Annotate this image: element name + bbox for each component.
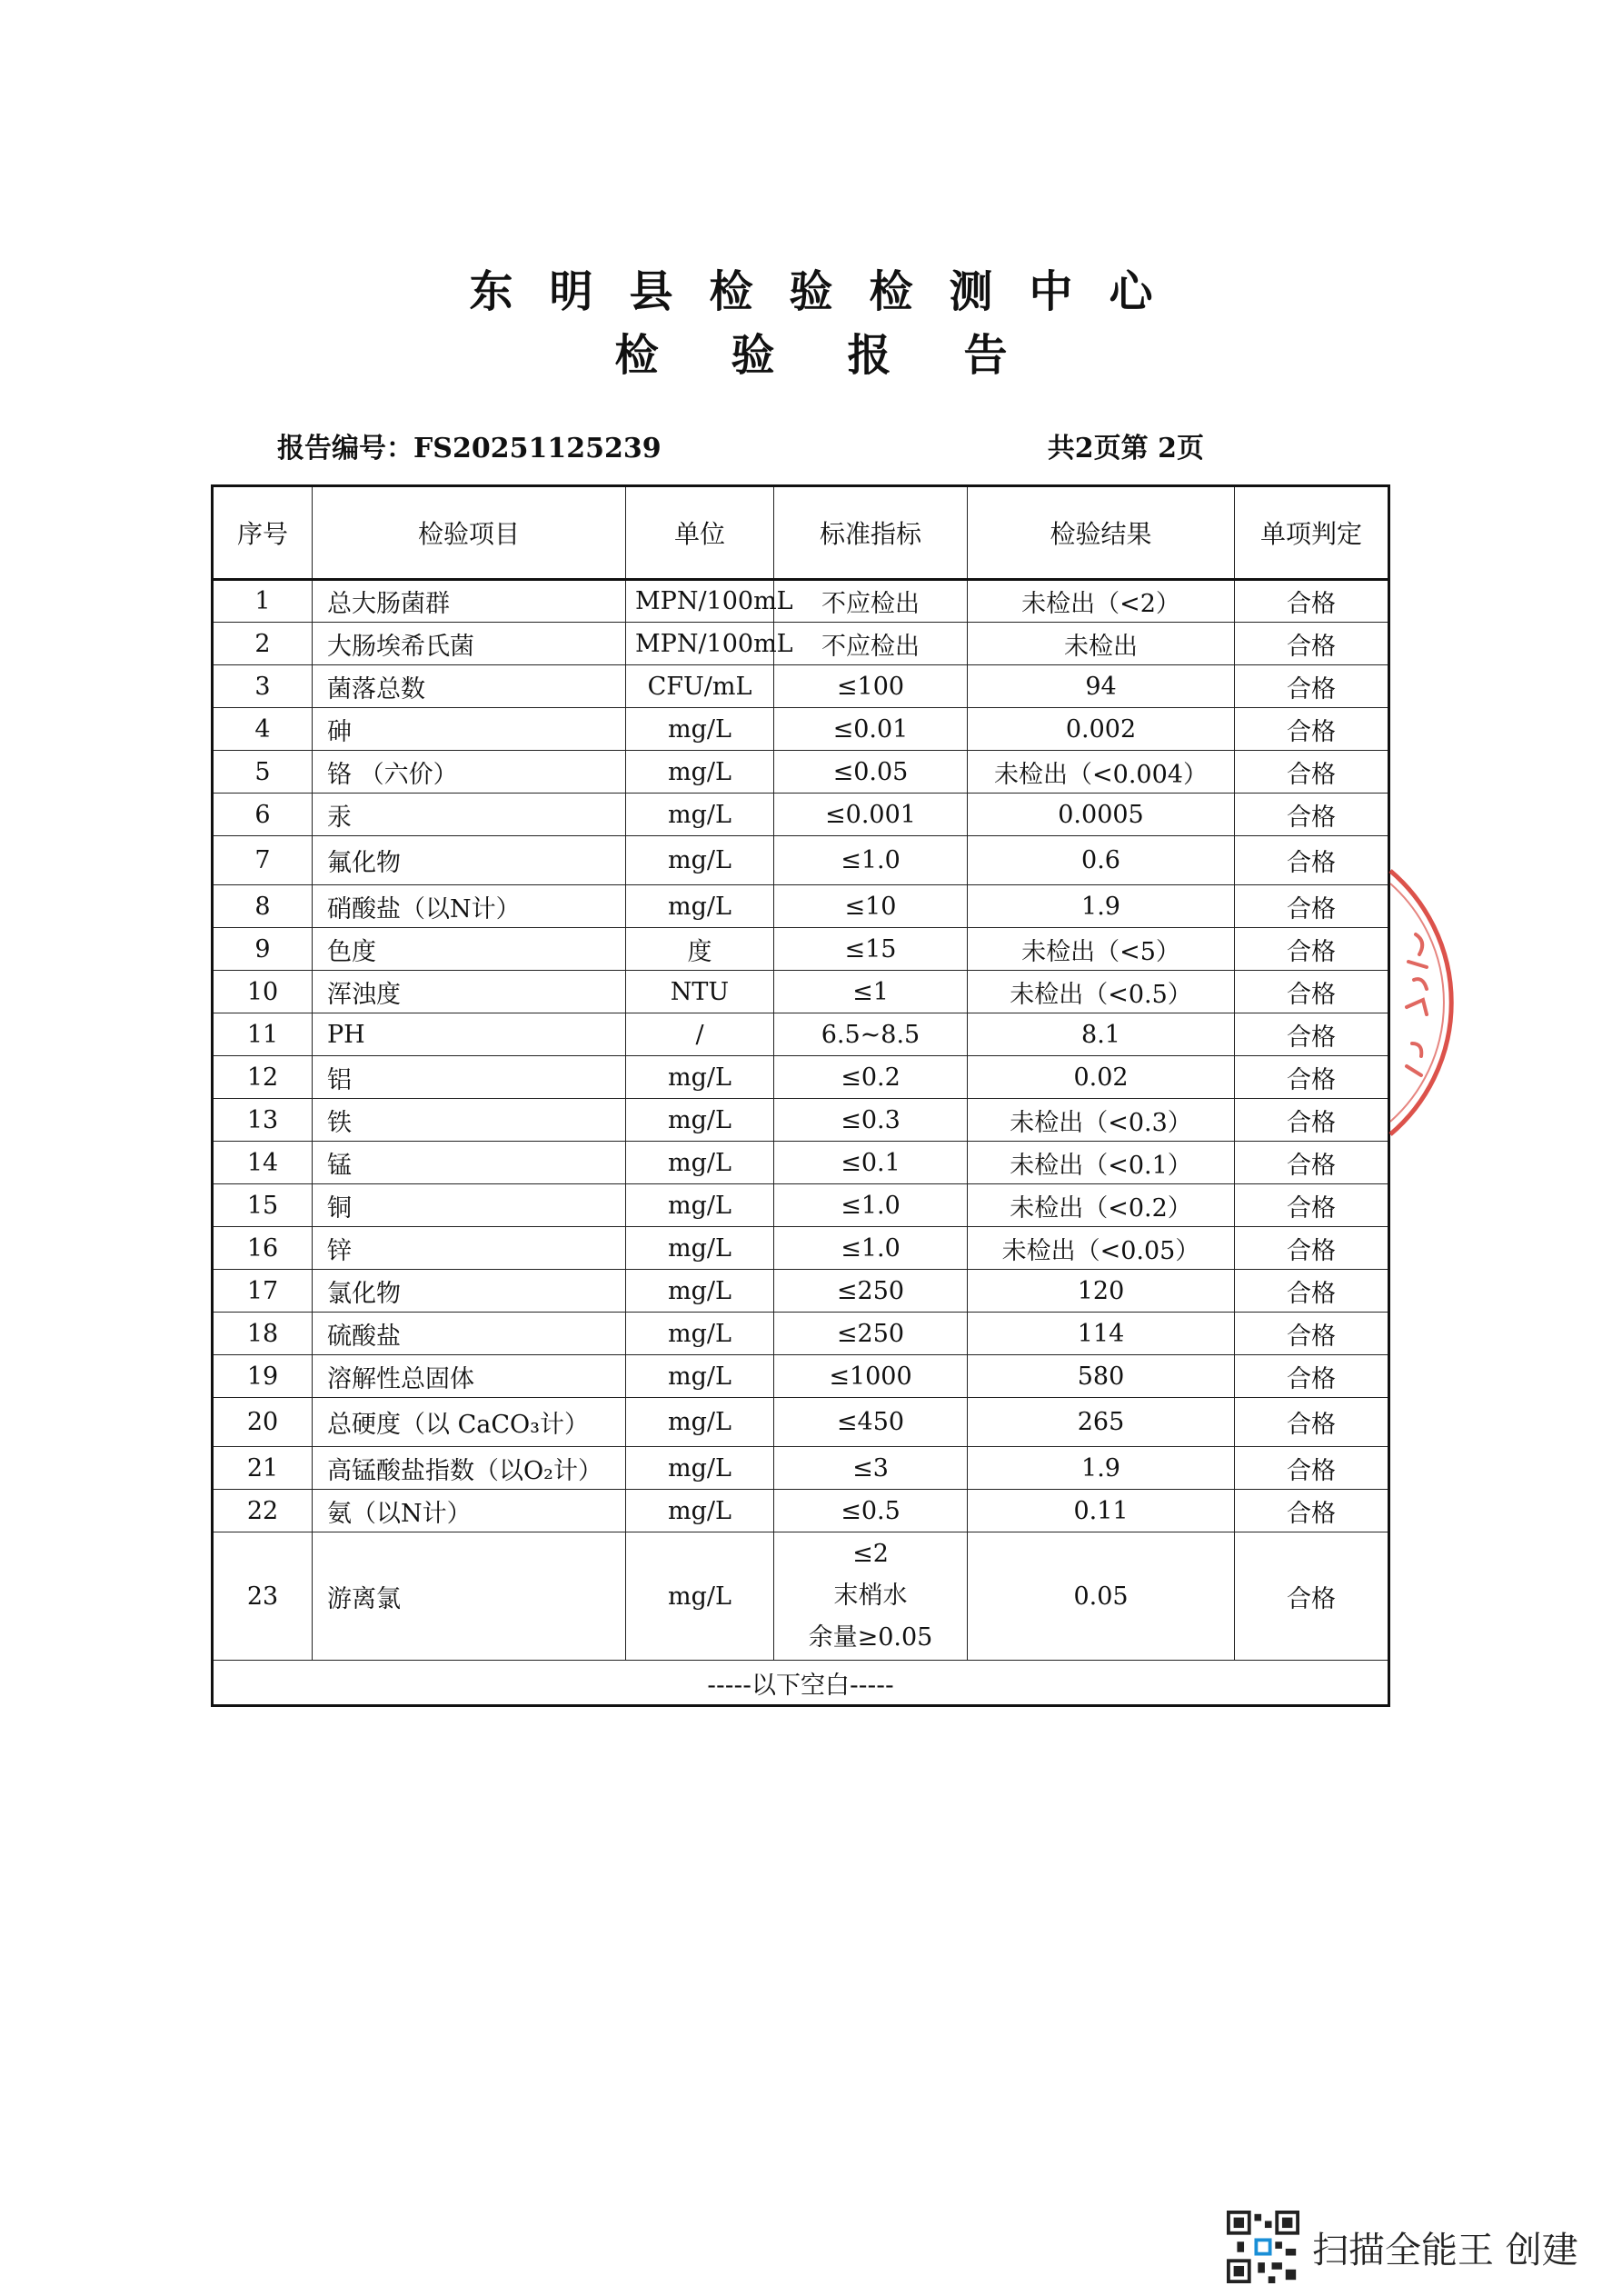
cell-item: 砷 xyxy=(313,708,626,751)
cell-result: 1.9 xyxy=(968,1447,1235,1490)
cell-result: 580 xyxy=(968,1355,1235,1398)
cell-standard: ≤0.1 xyxy=(774,1142,968,1184)
table-row xyxy=(213,971,1389,1013)
table-row xyxy=(213,1398,1389,1447)
cell-unit: mg/L xyxy=(626,708,774,751)
cell-result: 未检出（<5） xyxy=(968,928,1235,971)
cell-no: 5 xyxy=(213,751,313,794)
cell-judgement: 合格 xyxy=(1235,928,1389,971)
document-title: 检验报告 xyxy=(614,330,1080,381)
cell-item: 色度 xyxy=(313,928,626,971)
cell-no: 19 xyxy=(213,1355,313,1398)
table-row xyxy=(213,1056,1389,1099)
cell-unit: mg/L xyxy=(626,1313,774,1355)
cell-item: 高锰酸盐指数（以O₂计） xyxy=(313,1447,626,1490)
cell-unit: / xyxy=(626,1013,774,1056)
column-header-no: 序号 xyxy=(213,486,313,580)
cell-item: 硫酸盐 xyxy=(313,1313,626,1355)
cell-no: 10 xyxy=(213,971,313,1013)
cell-item: PH xyxy=(313,1013,626,1056)
cell-result: 8.1 xyxy=(968,1013,1235,1056)
table-row xyxy=(213,1355,1389,1398)
cell-judgement: 合格 xyxy=(1235,1313,1389,1355)
table-row xyxy=(213,1532,1389,1661)
table-row xyxy=(213,794,1389,836)
report-number xyxy=(277,425,662,465)
cell-result: 0.02 xyxy=(968,1056,1235,1099)
cell-judgement: 合格 xyxy=(1235,1398,1389,1447)
table-row xyxy=(213,751,1389,794)
cell-unit: mg/L xyxy=(626,751,774,794)
cell-no: 6 xyxy=(213,794,313,836)
cell-item: 溶解性总固体 xyxy=(313,1355,626,1398)
table-row xyxy=(213,836,1389,885)
cell-judgement: 合格 xyxy=(1235,1532,1389,1661)
cell-unit: mg/L xyxy=(626,1490,774,1532)
cell-standard: 不应检出 xyxy=(774,580,968,623)
blank-below-note: -----以下空白----- xyxy=(213,1661,1389,1706)
table-row xyxy=(213,928,1389,971)
cell-result: 未检出（<2） xyxy=(968,580,1235,623)
qr-code-icon xyxy=(1227,2211,1299,2283)
cell-standard: ≤1.0 xyxy=(774,836,968,885)
cell-item: 氨（以N计） xyxy=(313,1490,626,1532)
cell-no: 4 xyxy=(213,708,313,751)
cell-unit: mg/L xyxy=(626,794,774,836)
cell-unit: mg/L xyxy=(626,1099,774,1142)
column-header-unit: 单位 xyxy=(626,486,774,580)
cell-standard: ≤15 xyxy=(774,928,968,971)
cell-unit: mg/L xyxy=(626,836,774,885)
cell-no: 7 xyxy=(213,836,313,885)
cell-judgement: 合格 xyxy=(1235,1142,1389,1184)
cell-no: 18 xyxy=(213,1313,313,1355)
cell-standard: 不应检出 xyxy=(774,623,968,665)
cell-judgement: 合格 xyxy=(1235,1013,1389,1056)
cell-no: 17 xyxy=(213,1270,313,1313)
cell-item: 铝 xyxy=(313,1056,626,1099)
cell-result: 1.9 xyxy=(968,885,1235,928)
table-row xyxy=(213,623,1389,665)
cell-judgement: 合格 xyxy=(1235,665,1389,708)
cell-item: 总大肠菌群 xyxy=(313,580,626,623)
standard-line: ≤2 xyxy=(852,1540,889,1568)
cell-item: 游离氯 xyxy=(313,1532,626,1661)
cell-item: 铬 （六价） xyxy=(313,751,626,794)
cell-standard: ≤0.2 xyxy=(774,1056,968,1099)
cell-standard: ≤1.0 xyxy=(774,1227,968,1270)
cell-item: 锌 xyxy=(313,1227,626,1270)
cell-result: 未检出（<0.2） xyxy=(968,1184,1235,1227)
cell-no: 14 xyxy=(213,1142,313,1184)
cell-judgement: 合格 xyxy=(1235,836,1389,885)
cell-unit: mg/L xyxy=(626,1270,774,1313)
table-body xyxy=(213,580,1389,1706)
cell-unit: mg/L xyxy=(626,1227,774,1270)
cell-result: 94 xyxy=(968,665,1235,708)
cell-item: 浑浊度 xyxy=(313,971,626,1013)
cell-standard: ≤0.01 xyxy=(774,708,968,751)
cell-no: 23 xyxy=(213,1532,313,1661)
cell-result: 未检出（<0.05） xyxy=(968,1227,1235,1270)
table-row xyxy=(213,665,1389,708)
cell-result: 未检出 xyxy=(968,623,1235,665)
cell-item: 氯化物 xyxy=(313,1270,626,1313)
cell-item: 氟化物 xyxy=(313,836,626,885)
cell-judgement: 合格 xyxy=(1235,1490,1389,1532)
cell-unit: mg/L xyxy=(626,1355,774,1398)
cell-judgement: 合格 xyxy=(1235,708,1389,751)
cell-item: 汞 xyxy=(313,794,626,836)
cell-no: 15 xyxy=(213,1184,313,1227)
cell-standard: ≤450 xyxy=(774,1398,968,1447)
standard-line: 末梢水 xyxy=(833,1582,908,1610)
results-table xyxy=(211,484,1390,1707)
cell-unit: mg/L xyxy=(626,885,774,928)
cell-item: 铜 xyxy=(313,1184,626,1227)
table-row xyxy=(213,1184,1389,1227)
cell-standard: ≤250 xyxy=(774,1313,968,1355)
cell-no: 21 xyxy=(213,1447,313,1490)
cell-standard: ≤0.5 xyxy=(774,1490,968,1532)
column-header-judgement: 单项判定 xyxy=(1235,486,1389,580)
watermark-text: 扫描全能王 创建 xyxy=(1312,2229,1578,2271)
cell-unit: mg/L xyxy=(626,1184,774,1227)
cell-result: 未检出（<0.3） xyxy=(968,1099,1235,1142)
cell-item: 菌落总数 xyxy=(313,665,626,708)
cell-unit: CFU/mL xyxy=(626,665,774,708)
cell-judgement: 合格 xyxy=(1235,1099,1389,1142)
organization-title: 东明县检验检测中心 xyxy=(469,266,1189,317)
standard-line: 余量≥0.05 xyxy=(808,1623,933,1652)
cell-judgement: 合格 xyxy=(1235,1355,1389,1398)
cell-unit: mg/L xyxy=(626,1398,774,1447)
cell-unit: NTU xyxy=(626,971,774,1013)
column-header-standard: 标准指标 xyxy=(774,486,968,580)
cell-item: 锰 xyxy=(313,1142,626,1184)
cell-no: 22 xyxy=(213,1490,313,1532)
cell-standard: ≤0.3 xyxy=(774,1099,968,1142)
cell-no: 13 xyxy=(213,1099,313,1142)
cell-no: 20 xyxy=(213,1398,313,1447)
cell-item: 大肠埃希氏菌 xyxy=(313,623,626,665)
table-row xyxy=(213,1270,1389,1313)
cell-no: 12 xyxy=(213,1056,313,1099)
cell-no: 2 xyxy=(213,623,313,665)
cell-judgement: 合格 xyxy=(1235,971,1389,1013)
cell-item: 总硬度（以 CaCO₃计） xyxy=(313,1398,626,1447)
table-row xyxy=(213,708,1389,751)
cell-result: 114 xyxy=(968,1313,1235,1355)
cell-result: 120 xyxy=(968,1270,1235,1313)
cell-unit: 度 xyxy=(626,928,774,971)
table-header-row xyxy=(213,486,1389,580)
cell-result: 0.0005 xyxy=(968,794,1235,836)
cell-result: 0.11 xyxy=(968,1490,1235,1532)
cell-judgement: 合格 xyxy=(1235,1056,1389,1099)
cell-judgement: 合格 xyxy=(1235,794,1389,836)
cell-standard: ≤0.05 xyxy=(774,751,968,794)
cell-no: 11 xyxy=(213,1013,313,1056)
column-header-item: 检验项目 xyxy=(313,486,626,580)
cell-judgement: 合格 xyxy=(1235,1270,1389,1313)
table-row xyxy=(213,1099,1389,1142)
table-row xyxy=(213,1227,1389,1270)
page-info: 共2页第 2页 xyxy=(1047,433,1204,464)
cell-result: 265 xyxy=(968,1398,1235,1447)
cell-standard: ≤3 xyxy=(774,1447,968,1490)
table-row xyxy=(213,1142,1389,1184)
cell-judgement: 合格 xyxy=(1235,623,1389,665)
table-row xyxy=(213,1313,1389,1355)
cell-item: 铁 xyxy=(313,1099,626,1142)
cell-standard: ≤100 xyxy=(774,665,968,708)
cell-no: 16 xyxy=(213,1227,313,1270)
seal-icon xyxy=(1388,871,1479,1134)
table-row xyxy=(213,885,1389,928)
cell-standard: ≤1 xyxy=(774,971,968,1013)
cell-result: 0.05 xyxy=(968,1532,1235,1661)
cell-standard: ≤1.0 xyxy=(774,1184,968,1227)
table-row xyxy=(213,1490,1389,1532)
cell-item: 硝酸盐（以N计） xyxy=(313,885,626,928)
cell-unit: MPN/100mL xyxy=(626,623,774,665)
cell-standard: ≤1000 xyxy=(774,1355,968,1398)
cell-judgement: 合格 xyxy=(1235,1184,1389,1227)
cell-no: 9 xyxy=(213,928,313,971)
cell-unit: mg/L xyxy=(626,1142,774,1184)
cell-unit: MPN/100mL xyxy=(626,580,774,623)
cell-no: 8 xyxy=(213,885,313,928)
cell-result: 0.002 xyxy=(968,708,1235,751)
cell-judgement: 合格 xyxy=(1235,751,1389,794)
table-row xyxy=(213,1447,1389,1490)
scanner-watermark xyxy=(1227,2211,1578,2283)
table-footer-row xyxy=(213,1661,1389,1706)
cell-judgement: 合格 xyxy=(1235,1227,1389,1270)
column-header-result: 检验结果 xyxy=(968,486,1235,580)
cell-unit: mg/L xyxy=(626,1447,774,1490)
cell-standard: ≤0.001 xyxy=(774,794,968,836)
cell-unit: mg/L xyxy=(626,1532,774,1661)
table-row xyxy=(213,580,1389,623)
cell-standard: ≤10 xyxy=(774,885,968,928)
cell-standard: 6.5~8.5 xyxy=(774,1013,968,1056)
cell-standard: ≤250 xyxy=(774,1270,968,1313)
cell-judgement: 合格 xyxy=(1235,580,1389,623)
red-seal-fragment xyxy=(1388,871,1479,1134)
report-number-label: 报告编号： xyxy=(277,433,413,464)
report-meta-row xyxy=(277,425,1204,465)
cell-judgement: 合格 xyxy=(1235,885,1389,928)
cell-result: 未检出（<0.004） xyxy=(968,751,1235,794)
cell-result: 未检出（<0.1） xyxy=(968,1142,1235,1184)
cell-result: 未检出（<0.5） xyxy=(968,971,1235,1013)
cell-no: 3 xyxy=(213,665,313,708)
cell-no: 1 xyxy=(213,580,313,623)
report-number-value: FS20251125239 xyxy=(413,433,662,464)
cell-judgement: 合格 xyxy=(1235,1447,1389,1490)
cell-unit: mg/L xyxy=(626,1056,774,1099)
cell-result: 0.6 xyxy=(968,836,1235,885)
cell-standard xyxy=(774,1532,968,1661)
table-row xyxy=(213,1013,1389,1056)
